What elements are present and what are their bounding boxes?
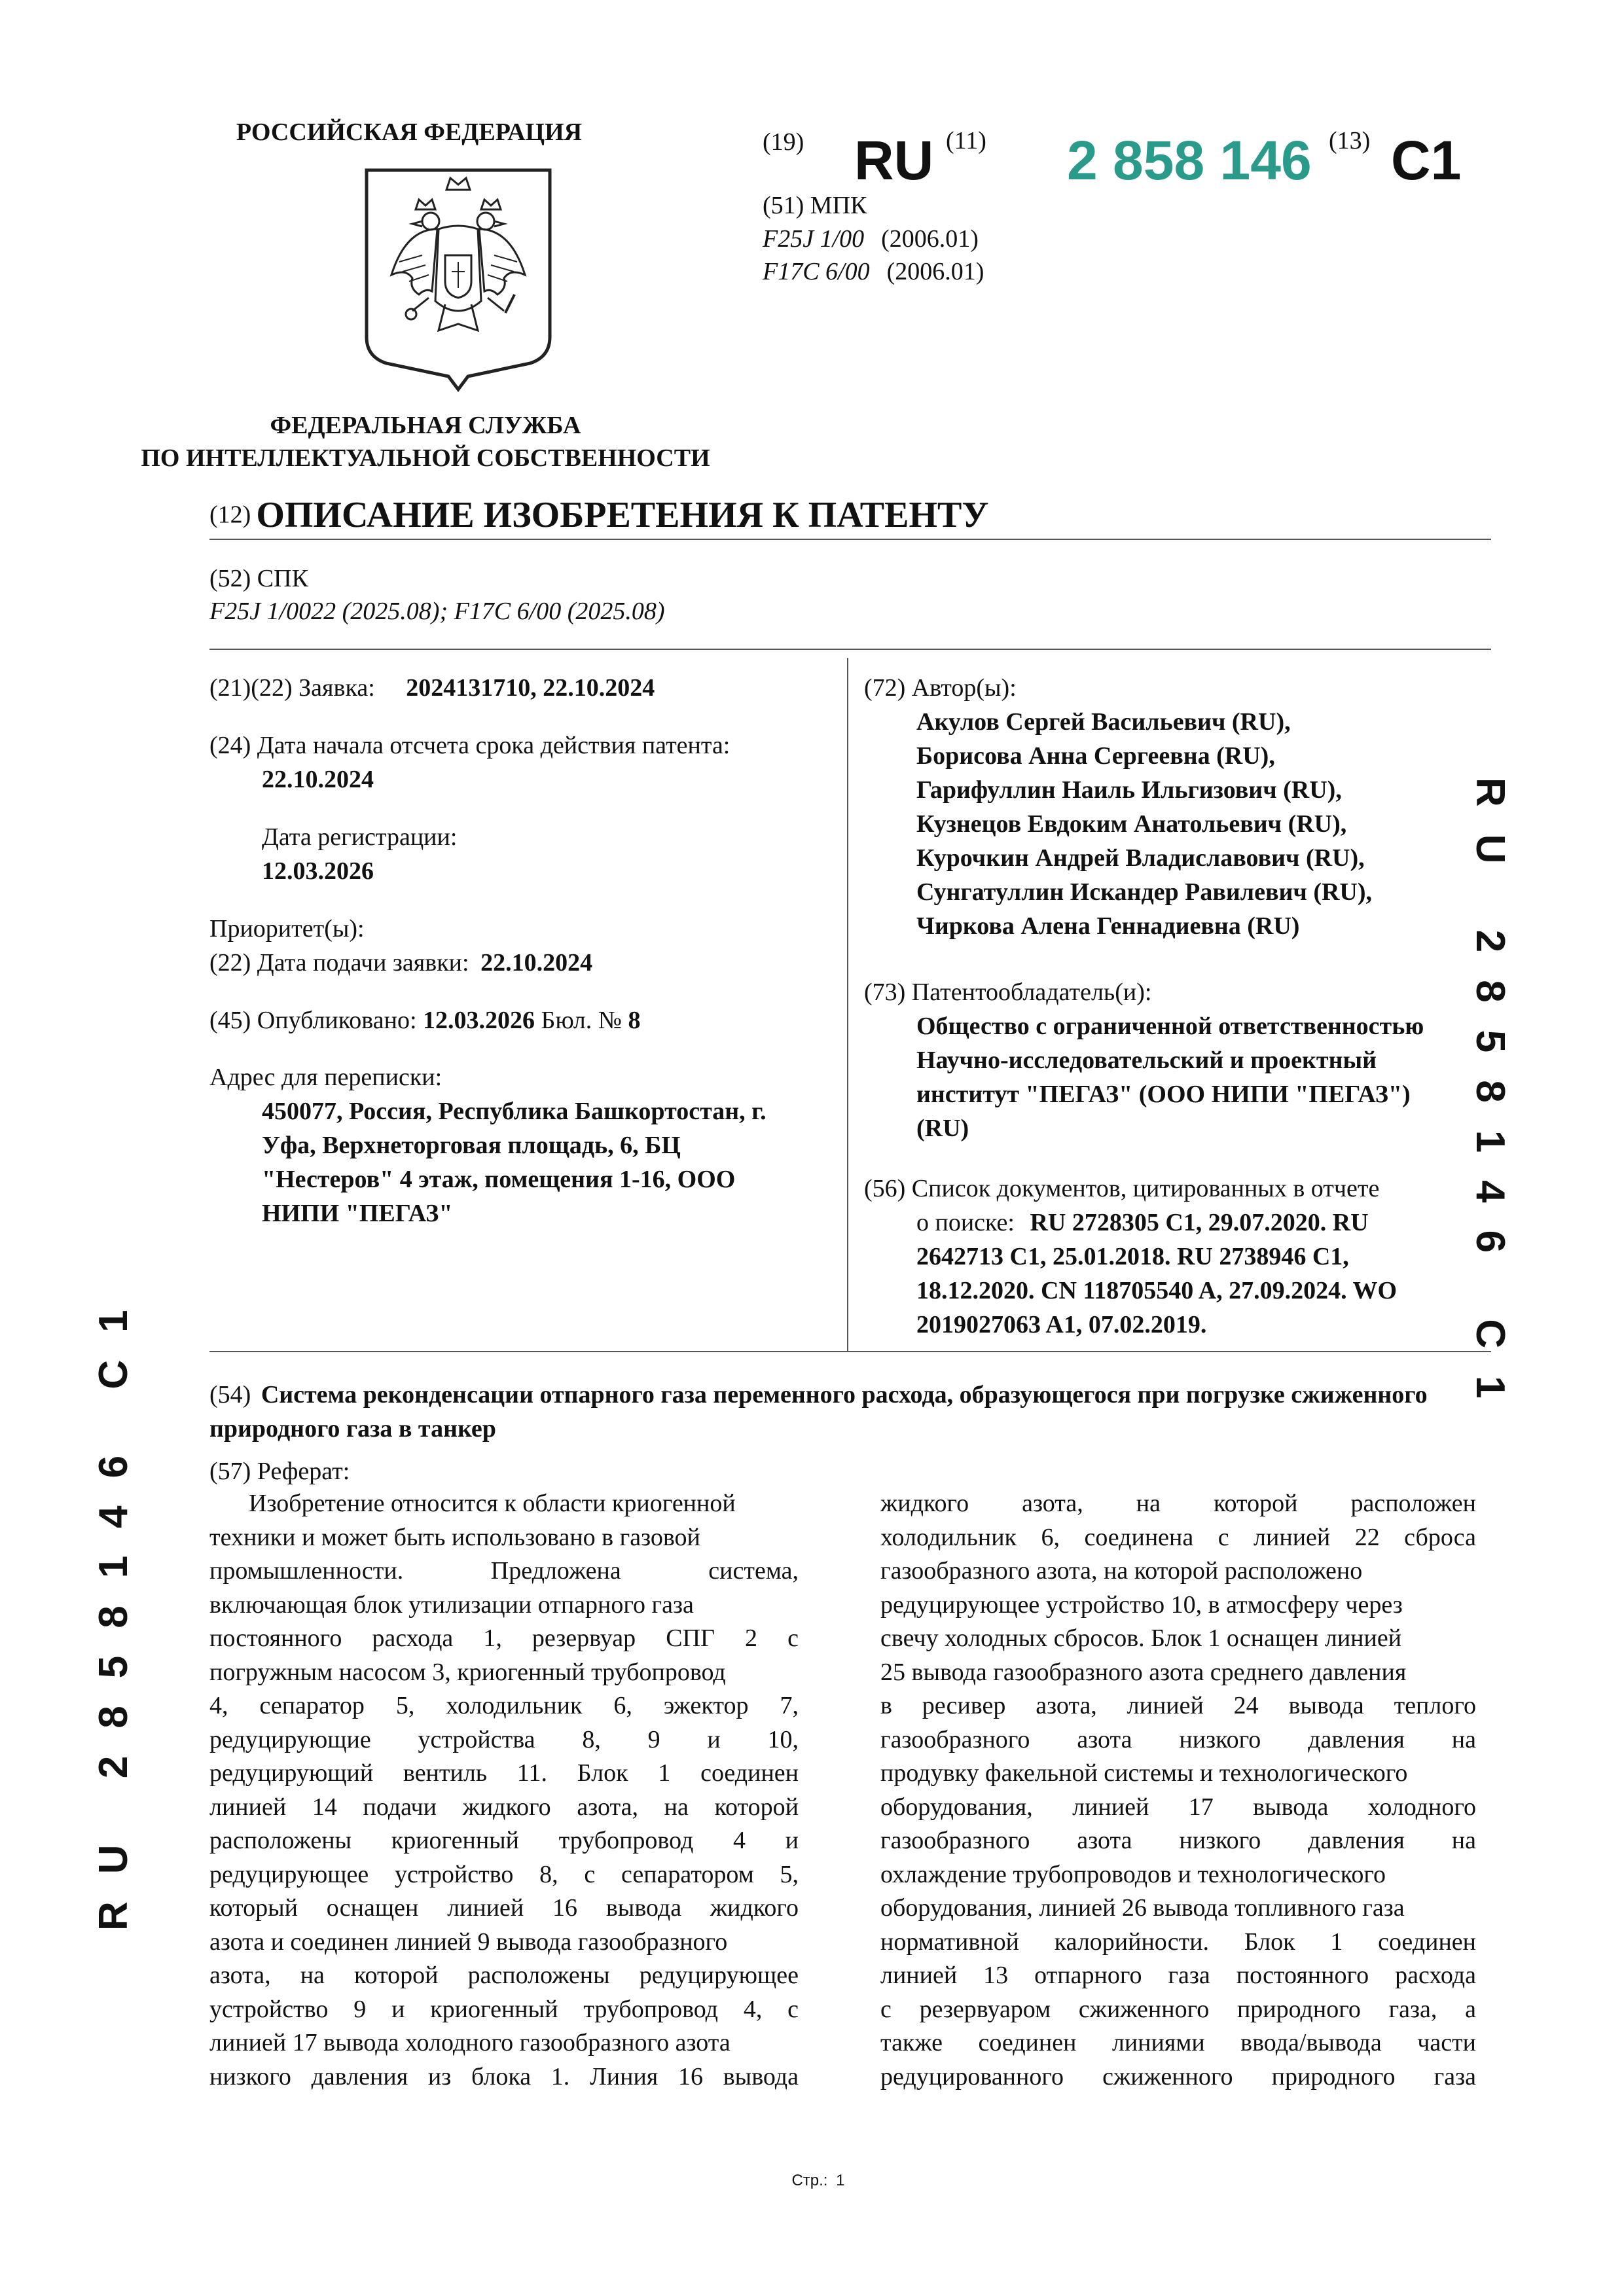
holder-line: Общество с ограниченной ответственностью [916,1013,1424,1040]
abstract-line: газообразного азота низкого давления на [880,1725,1476,1753]
column-divider [847,658,848,1352]
abstract-line: погружным насосом 3, криогенный трубопровод [209,1658,726,1686]
author: Чиркова Алена Геннадиевна (RU) [916,912,1300,940]
abstract-line: газообразного азота низкого давления на [880,1827,1476,1854]
abstract-line: оборудования, линией 26 вывода топливного газа [880,1894,1405,1922]
divider [209,539,1491,540]
address-line: 450077, Россия, Республика Башкортостан, г. [262,1098,767,1125]
filing-label: (22) Дата подачи заявки: [209,949,469,977]
filing-value: 22.10.2024 [480,949,593,977]
abstract-column-2 [880,1487,1476,2094]
bulletin-label: Бюл. № [541,1007,622,1034]
holder-line: (RU) [916,1115,969,1142]
patent-number: 2 858 146 [1067,130,1312,191]
priority-label: Приоритет(ы): [209,915,365,942]
term-label: (24) Дата начала отсчета срока действия патента: [209,732,731,759]
abstract-line: включающая блок утилизации отпарного газа [209,1590,694,1619]
holder-block [916,1009,1424,1145]
inid-code-13: (13) [1329,127,1371,154]
abstract-line: холодильник 6, соединена с линией 22 сброса [880,1523,1476,1551]
abstract-line: Изобретение относится к области криогенной [249,1490,736,1517]
abstract-line: также соединен линиями ввода/вывода части [880,2029,1476,2056]
bulletin-value: 8 [628,1007,641,1034]
abstract-line: газообразного азота, на которой расположено [880,1557,1363,1585]
address-line: Уфа, Верхнеторговая площадь, 6, БЦ [262,1132,681,1159]
cited-line: 18.12.2020. CN 118705540 A, 27.09.2024. WO [916,1277,1398,1304]
agency-name [98,409,753,475]
agency-line-2: ПО ИНТЕЛЛЕКТУАЛЬНОЙ СОБСТВЕННОСТИ [141,444,710,472]
abstract-line: линией 13 отпарного газа постоянного расхода [880,1962,1476,1989]
cited-first [916,1206,1369,1240]
ipc-date: (2006.01) [886,258,984,285]
kind-code: C1 [1391,130,1462,191]
abstract-line: редуцирующий вентиль 11. Блок 1 соединен [209,1759,799,1787]
abstract-line: 25 вывода газообразного азота среднего давления [880,1658,1407,1686]
authors-list [916,705,1372,943]
invention-title [209,1378,1428,1412]
address-label: Адрес для переписки: [209,1064,442,1091]
abstract-line: линией 14 подачи жидкого азота, на которой [209,1793,799,1821]
abstract-line: редуцирующие устройства 8, 9 и 10, [209,1725,799,1753]
cited-line: 2019027063 A1, 07.02.2019. [916,1311,1207,1338]
document-title [209,494,988,536]
abstract-line: техники и может быть использовано в газовой [209,1523,700,1551]
application [209,671,655,705]
inid-code-54: (54) [209,1381,251,1408]
page-number-value: 1 [836,2172,845,2189]
abstract-line: устройство 9 и криогенный трубопровод 4, с [209,1995,799,2023]
cited-label: (56) Список документов, цитированных в отчете [864,1175,1380,1202]
registration-value: 12.03.2026 [262,857,374,885]
cited-line: RU 2728305 C1, 29.07.2020. RU [1030,1209,1369,1236]
address-block [262,1094,767,1230]
abstract-line: редуцирующее устройство 10, в атмосферу через [880,1590,1403,1619]
divider [209,1351,1491,1352]
holder-line: Научно-исследовательский и проектный [916,1047,1377,1074]
inid-code-11: (11) [946,127,986,154]
page-number [753,2172,884,2190]
inid-code-12: (12) [209,501,251,529]
cpc-value: F25J 1/0022 (2025.08); F17C 6/00 (2025.08) [209,598,665,625]
inid-code-19: (19) [763,128,804,156]
abstract-line: нормативной калорийности. Блок 1 соединен [880,1928,1476,1956]
invention-title-line-1: Система реконденсации отпарного газа переменного расхода, образующегося при погрузке сжиженного [261,1381,1428,1408]
abstract-line: свечу холодных сбросов. Блок 1 оснащен линией [880,1624,1402,1652]
abstract-line: редуцирующее устройство 8, с сепаратором 5, [209,1860,799,1888]
authors-label: (72) Автор(ы): [864,674,1017,702]
author: Борисова Анна Сергеевна (RU), [916,742,1275,770]
author: Сунгатуллин Искандер Равилевич (RU), [916,878,1373,906]
invention-title-line-2: природного газа в танкер [209,1415,496,1443]
ipc-code: F25J 1/00 [763,225,865,253]
abstract-line: охлаждение трубопроводов и технологического [880,1860,1386,1888]
abstract-line: с резервуаром сжиженного природного газа, а [880,1995,1476,2023]
abstract-line: промышленности. Предложена система, [209,1557,799,1585]
author: Курочкин Андрей Владиславович (RU), [916,844,1365,872]
country-code: RU [854,130,934,191]
cited-rest [916,1240,1397,1342]
abstract-line: низкого давления из блока 1. Линия 16 вывода [209,2062,799,2090]
abstract-line: оборудования, линией 17 вывода холодного [880,1793,1476,1821]
cpc-label: (52) СПК [209,565,308,592]
author: Кузнецов Евдоким Анатольевич (RU), [916,810,1347,838]
published [209,1003,641,1037]
side-patent-number-right: RU 2858146 C1 [1468,778,1513,1426]
russian-coat-of-arms-icon [360,164,556,393]
abstract-line: азота, на которой расположены редуцирующее [209,1962,799,1989]
holder-line: институт "ПЕГАЗ" (ООО НИПИ "ПЕГАЗ") [916,1081,1411,1108]
ipc-entry-2 [763,257,984,286]
divider [209,649,1491,650]
published-label: (45) Опубликовано: [209,1007,417,1034]
document-title-text: ОПИСАНИЕ ИЗОБРЕТЕНИЯ К ПАТЕНТУ [256,495,989,535]
holder-label: (73) Патентообладатель(и): [864,978,1152,1006]
abstract-line: 4, сепаратор 5, холодильник 6, эжектор 7, [209,1692,799,1719]
abstract-label: (57) Реферат: [209,1458,350,1485]
abstract-line: постоянного расхода 1, резервуар СПГ 2 с [209,1624,799,1652]
country-name: РОССИЙСКАЯ ФЕДЕРАЦИЯ [236,118,583,146]
author: Гарифуллин Наиль Ильгизович (RU), [916,776,1342,804]
abstract-column-1 [209,1487,799,2094]
page-label: Стр.: [791,2172,828,2189]
abstract-line: в ресивер азота, линией 24 вывода теплого [880,1692,1476,1719]
abstract-line: редуцированного сжиженного природного газа [880,2062,1476,2090]
ipc-code: F17C 6/00 [763,258,870,285]
ipc-date: (2006.01) [881,225,979,253]
abstract-line: жидкого азота, на которой расположен [880,1490,1476,1517]
application-label: (21)(22) Заявка: [209,674,375,702]
ipc-entry-1 [763,224,979,253]
abstract-line: который оснащен линией 16 вывода жидкого [209,1894,799,1922]
abstract-line: расположены криогенный трубопровод 4 и [209,1827,799,1854]
filing-date [209,946,592,980]
registration-label: Дата регистрации: [262,823,458,851]
abstract-line: продувку факельной системы и технологического [880,1759,1408,1787]
abstract-line: линией 17 вывода холодного газообразного азота [209,2029,731,2056]
ipc-label: (51) МПК [763,192,867,219]
published-value: 12.03.2026 [423,1007,535,1034]
address-line: "Нестеров" 4 этаж, помещения 1-16, ООО [262,1166,736,1193]
cited-line: 2642713 C1, 25.01.2018. RU 2738946 C1, [916,1243,1349,1270]
cited-lead: о поиске: [916,1209,1015,1236]
application-value: 2024131710, 22.10.2024 [406,674,655,702]
term-value: 22.10.2024 [262,766,374,793]
abstract-line: азота и соединен линией 9 вывода газообразного [209,1928,728,1956]
author: Акулов Сергей Васильевич (RU), [916,708,1291,736]
address-line: НИПИ "ПЕГАЗ" [262,1200,453,1227]
agency-line-1: ФЕДЕРАЛЬНАЯ СЛУЖБА [270,412,581,439]
side-patent-number-left: RU 2858146 C1 [91,1282,136,1931]
